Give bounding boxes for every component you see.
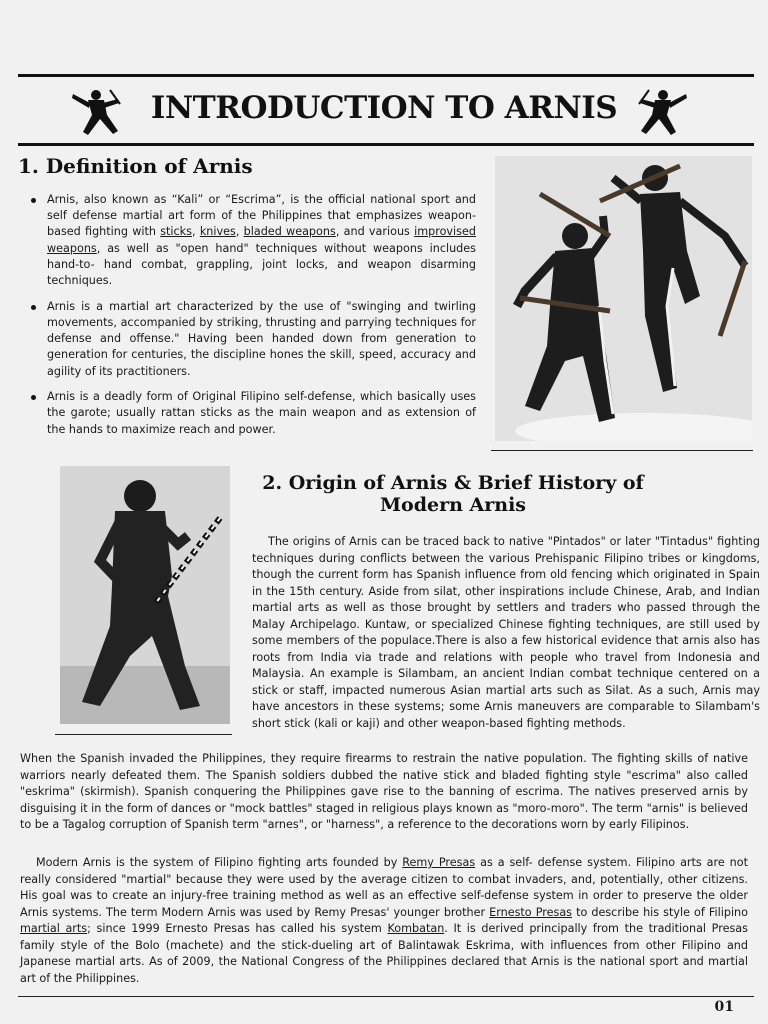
text: , [192, 225, 200, 239]
link-bladed-weapons[interactable]: bladed weapons [243, 225, 336, 239]
text: ; since 1999 Ernesto Presas has called his system [87, 922, 388, 935]
list-item: Arnis is a deadly form of Original Filipino self-defense, which basically uses the garote; usually rattan sticks as the main weapon and as extension of the hands to maximize reach and power. [28, 389, 476, 438]
page-number: 01 [714, 999, 734, 1015]
link-remy-presas[interactable]: Remy Presas [402, 856, 476, 869]
spanish-paragraph: When the Spanish invaded the Philippines, they require firearms to restrain the native population. The fighting skills of native warriors nearly defeated them. The Spanish soldiers dubbed the native stick and bladed fighting style "escrima" also called "eskrima" (skirmish). Spanish conquering the Philippines gave rise to the banning of escrima. The natives preserved arnis by disguising it in the form of dances or "mock battles" staged in religious plays known as "moro-moro". The term "arnis" is believed to be a Tagalog corruption of Spanish term "arnes", or "harness", a reference to the decorations worn by early Filipinos. [20, 752, 748, 831]
section2-heading-line2: Modern Arnis [380, 494, 526, 516]
footer-rule [18, 996, 754, 997]
section2-heading [252, 472, 654, 516]
text: as a self- defense system. Filipino arts are not really considered "martial" because they were used by the average citizen to combat invaders, and, potentially, other citizens. His goal was to create an injury-free training method as well as an effective self-defense system in order to preserve the older Arnis systems. The term Modern Arnis was used by Remy Presas' younger brother [20, 856, 749, 919]
text: , as well as "open hand" techniques without weapons includes hand-to- hand combat, grappling, joint locks, and weapon disarming techniques. [47, 241, 476, 288]
top-rule [18, 74, 754, 77]
text: Arnis, also known as “Kali” or “Escrima”, is the official national sport and self defense martial art form of the Philippines that emphasizes weapon-based fighting with [47, 193, 476, 239]
modern-arnis-paragraph [20, 855, 748, 987]
text: , [235, 225, 244, 239]
photo2-rule [55, 734, 232, 735]
list-item: Arnis is a martial art characterized by the use of "swinging and twirling movements, accompanied by striking, thrusting and parrying techniques for defense and offense." Having been handed down from generation to generation for centuries, the discipline hones the skill, speed, accuracy and agility of its practitioners. [28, 299, 476, 380]
text: Modern Arnis is the system of Filipino fighting arts founded by [36, 856, 403, 869]
sparring-photo [495, 156, 752, 441]
master-photo [60, 466, 230, 724]
link-sticks[interactable]: sticks [160, 225, 192, 239]
section1-heading: 1. Definition of Arnis [18, 154, 253, 178]
link-knives[interactable]: knives [199, 225, 236, 239]
text: . It is derived principally from the traditional Presas family style of the Bolo (machete) and the stick-dueling art of Balintawak Eskrima, with influences from other Filipino and Japanese martial arts. As of 2009, the National Congress of the Philippines declared that Arnis is the national sport and martial art of the Philippines. [20, 922, 748, 985]
definition-list [28, 192, 476, 447]
text: to describe his style of Filipino [572, 905, 748, 919]
text: , and various [335, 225, 415, 239]
link-improvised-weapons[interactable]: improvised weapons [47, 225, 476, 255]
list-item [28, 192, 476, 289]
page-title: INTRODUCTION TO ARNIS [150, 90, 618, 126]
link-martial-arts[interactable]: martial arts [20, 922, 88, 935]
title-bottom-rule [18, 143, 754, 146]
photo1-rule [491, 450, 753, 451]
link-ernesto-presas[interactable]: Ernesto Presas [489, 905, 573, 919]
link-kombatan[interactable]: Kombatan [387, 922, 445, 935]
section2-heading-line1: 2. Origin of Arnis & Brief History of [262, 472, 644, 494]
origin-paragraph: The origins of Arnis can be traced back to native "Pintados" or later "Tintadus" fighting techniques during conflicts between the various Prehispanic Filipino tribes or kingdoms, though the current form has Spanish influence from old fencing which originated in Spain in the 15th century. Aside from silat, other inspirations include Chinese, Arab, and Indian martial arts as well as those brought by settlers and traders who passed through the Malay Archipelago. Kuntaw, or specialized Chinese fighting techniques, are still used by some members of the populace.There is also a few historical evidence that arnis also has roots from India via trade and relations with people who travel from Indonesia and Malaysia. An example is Silambam, an ancient Indian combat technique centered on a stick or staff, impacted numerous Asian martial arts such as Silat. As a such, Arnis may have ancestors in these systems; some Arnis maneuvers are comparable to Silambam's short stick (kali or kaji) and other weapon-based fighting methods. [252, 535, 760, 730]
